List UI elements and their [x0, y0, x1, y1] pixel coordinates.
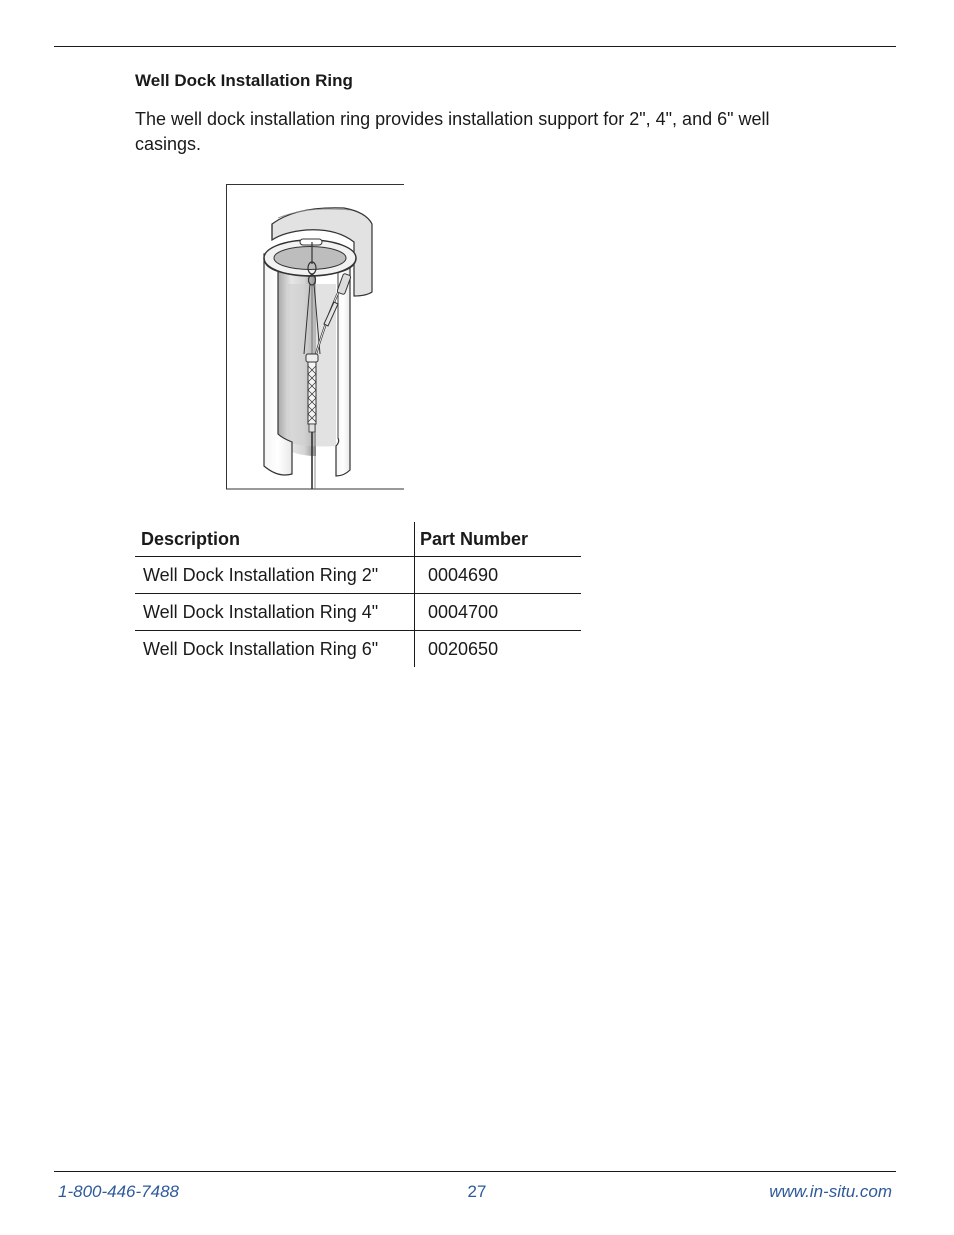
footer-rule: [54, 1171, 896, 1172]
intro-paragraph: The well dock installation ring provides installation support for 2", 4", and 6" well casings.: [135, 109, 770, 154]
footer-phone: 1-800-446-7488: [58, 1182, 179, 1201]
well-dock-ring-figure: [226, 184, 404, 490]
well-dock-ring-illustration: [226, 184, 404, 490]
header-rule: [54, 46, 896, 47]
row-part-number: 0004700: [415, 594, 582, 631]
description-header: Description: [135, 522, 415, 557]
row-part-number: 0020650: [428, 638, 499, 659]
table-row: [135, 594, 581, 631]
footer-page-number: 27: [467, 1182, 487, 1201]
parts-table: [135, 522, 581, 667]
table-row: [135, 557, 581, 594]
row-description: Well Dock Installation Ring 4": [135, 594, 415, 631]
table-header-row: [135, 522, 581, 557]
row-description: Well Dock Installation Ring 6": [135, 631, 415, 668]
part-number-header: Part Number: [415, 522, 582, 557]
row-description: Well Dock Installation Ring 2": [135, 557, 415, 594]
table-row: [135, 631, 581, 668]
section-heading: Well Dock Installation Ring: [135, 71, 353, 90]
row-part-number: 0004690: [415, 557, 582, 594]
footer-url-link[interactable]: www.in-situ.com: [769, 1182, 892, 1201]
